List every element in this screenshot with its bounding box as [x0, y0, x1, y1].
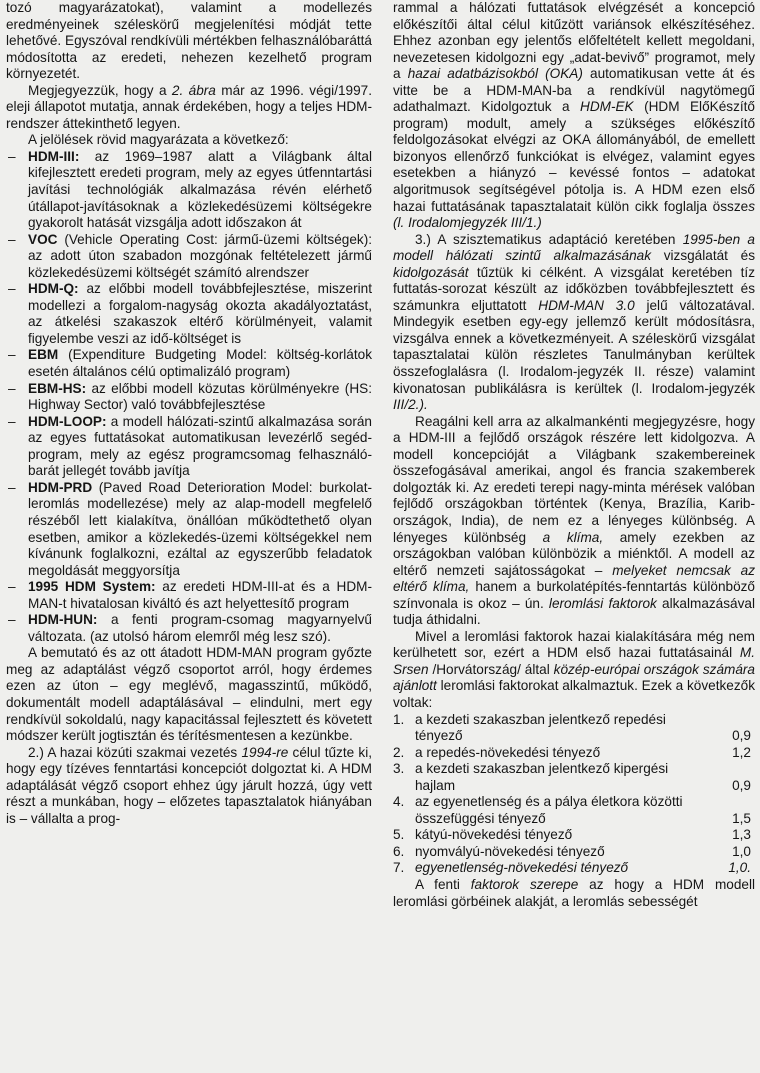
definition-term: EBM-HS:: [28, 380, 87, 396]
factor-item: 3. a kezdeti szakaszban jelentkező kipergési hajlam 0,9: [393, 761, 751, 793]
definition-item: – HDM-Q: az előbbi modell továbbfejlesztése, miszerint modellezi a forgalom-nagyság okozta akadályoztatást, az átkelési szakaszok eltérő körülményeit, valamit figyelembe veszi az idő-költséget is: [6, 281, 372, 347]
definition-item: – HDM-PRD (Paved Road Deterioration Model: burkolat-leromlás modellezése) mely az alap-modell megfelelő részéből lett kialakítva, önállóan működtethető olyan esetben, amikor a közlekedés-üzemi költségekkel nem kívánunk foglalkozni, ezáltal az egyszerűbb feladatok megoldását meggyorsítja: [6, 480, 372, 579]
factor-value: 1,2: [732, 744, 751, 760]
factor-list: [393, 712, 755, 877]
paragraph-section-3: 3.) A szisztematikus adaptáció keretében 1995-ben a modell hálózati szintű alkalmazásának vizsgálatát és kidolgozását tűztük ki célként. A vizsgálat keretében tíz futtatás-sorozat készült az időközben továbbfejlesztett és számunkra eljuttatott HDM-MAN 3.0 jelű változatával. Mindegyik esetben egy-egy jellemző került módosításra, vizsgálva ennek a következményeit. A széleskörű vizsgálat tapasztalatai külön részletes Tanulmányban kerültek összefoglalásra (l. Irodalom-jegyzék II. része) valamint kivonatosan publikálásra is kerültek (l. Irodalom-jegyzék III/2.).: [393, 231, 756, 413]
definition-item: – HDM-III: az 1969–1987 alatt a Világbank által kifejlesztett eredeti program, mely az egyes útfenntartási javítási technológiák alkalmazása révén elérhető útállapot-javításoknak a közlekedésüzemi költségekre gyakorolt hatását vizsgálja adott időszakon át: [6, 149, 372, 232]
left-column: [6, 0, 372, 827]
factor-value: 1,3: [732, 827, 751, 843]
definition-term: HDM-III:: [28, 148, 80, 164]
paragraph-section-2: 2.) A hazai közúti szakmai vezetés 1994-re célul tűzte ki, hogy egy tízéves fenntartási koncepciót dolgoztat ki. A HDM adaptálását végző csoport ehhez úgy járult hozzá, úgy vett részt a munkában, hogy – előzetes tapasztalatok hiányában is – vállalta a prog-: [6, 744, 372, 826]
paragraph-hdm-ek: rammal a hálózati futtatások elvégzését a koncepció előkészítői által célul kitűzött variánsok elkészítéséhez. Ehhez azonban egy jelentős előfeltételt kellett megoldani, nevezetesen kidolgozni egy „adat-bevivő” programot, mely a hazai adatbázisokból (OKA) automatikusan vette át és vitte be a HDM-MAN-ba a rendkívül nagytömegű adathalmazt. Kidolgoztuk a HDM-EK (HDM ElőKészítő program) modult, amely a szükséges előkészítő feldolgozásokat elvégzi az OKA állományából, de emellett bizonyos ellenőrző funkciókat is elvégez, valamint egyes esetekben a hiányzó – kevéssé fontos – adatokat algoritmusok segítségével pótolja is. A HDM ezen első hazai futtatásának tapasztalatait külön cikk foglalja összes (l. Irodalomjegyzék III/1.): [393, 0, 755, 231]
definition-term: EBM: [28, 347, 59, 363]
paragraph-hdm-man: A bemutató és az ott átadott HDM-MAN program győzte meg az adaptálást végző csoportot arról, hogy érdemes ezen az úton – egy meglévő, magasszintű, működő, dokumentált modell adaptálásával – elindulni, mert egy rendkívül sokoldalú, nagy kapacitással fejlesztett és követett módszer került jogtisztán és térítésmentesen a kezünkbe.: [6, 645, 372, 744]
paragraph-figure-note: Megjegyezzük, hogy a 2. ábra már az 1996. végi/1997. eleji állapotot mutatja, annak érdekében, hogy a teljes HDM-rendszer áttekinthető legyen.: [6, 82, 372, 131]
factor-item: 2. a repedés-növekedési tényező 1,2: [393, 744, 751, 760]
factor-value: 1,0.: [728, 860, 751, 876]
factor-value: 1,5: [732, 810, 751, 826]
definition-term: HDM-LOOP:: [28, 413, 107, 429]
factor-item: 6. nyomvályú-növekedési tényező 1,0: [393, 843, 751, 859]
paragraph-legend-intro: A jelölések rövid magyarázata a következő:: [28, 132, 289, 148]
paragraph-intro-continued: tozó magyarázatokat), valamint a modellezés eredményeinek széleskörű megjelenítési módját tette lehetővé. Egyszóval rendkívüli mértékben felhasználóbaráttá módosította az eredeti, nehezen kezelhető program környezetét.: [6, 0, 372, 82]
paragraph-deterioration-factors: Mivel a leromlási faktorok hazai kialakítására még nem kerülhetett sor, ezért a HDM első hazai futtatásainál M. Srsen /Horvátország/ által közép-európai országok számára ajánlott leromlási faktorokat alkalmaztuk. Ezek a következők voltak:: [393, 628, 755, 710]
paragraph-climate: Reagálni kell arra az alkalmankénti megjegyzésre, hogy a HDM-III a fejlődő országok részére lett kidolgozva. A modell koncepcióját a Világbank szakembereinek összefogásával amerikai, angol és francia szakemberek dolgozták ki. Az eredeti terepi nagy-minta mérések valóban fejlődő országokban történtek (Kenya, Brazília, Karib-országok, India), de nem ez a lényeges különbség. A lényeges különbség a klíma, amely ezekben az országokban valóban különbözik a miénktől. A modell az eltérő nemzeti sajátosságokat – melyeket nemcsak az eltérő klíma, hanem a burkolatépítés-fenntartás különböző színvonala is okoz – ún. leromlási faktorok alkalmazásával tudja áthidalni.: [393, 413, 756, 628]
factor-value: 1,0: [732, 843, 751, 859]
paragraph-factor-role: A fenti faktorok szerepe az hogy a HDM modell leromlási görbéinek alakját, a leromlás sebességét: [393, 876, 755, 909]
definition-item: – HDM-HUN: a fenti program-csomag magyarnyelvű változata. (az utolsó három elemről még lesz szó).: [6, 612, 372, 645]
factor-value: 0,9: [732, 777, 751, 793]
definition-item: – HDM-LOOP: a modell hálózati-szintű alkalmazása során az egyes futtatásokat automatikusan levezérlő segéd-program, mely az egész programcsomag felhasználó-barát jellegét tovább javítja: [6, 414, 372, 480]
definition-term: HDM-HUN:: [28, 612, 98, 628]
definition-item: – 1995 HDM System: az eredeti HDM-III-at és a HDM-MAN-t hivatalosan kiváltó és azt helyettesítő program: [6, 579, 372, 612]
factor-item: 4. az egyenetlenség és a pálya életkora közötti összefüggési tényező 1,5: [393, 794, 751, 826]
definition-item: – VOC (Vehicle Operating Cost: jármű-üzemi költségek): az adott úton szabadon mozgónak feltételezett jármű közlekedésüzemi költségét számító alrendszer: [6, 232, 372, 282]
definition-term: VOC: [28, 231, 58, 247]
definition-term: HDM-Q:: [28, 281, 79, 297]
definition-term: 1995 HDM System:: [28, 579, 156, 595]
definition-term: HDM-PRD: [28, 479, 93, 495]
figure-reference: 2. ábra: [171, 82, 216, 98]
definition-item: – EBM (Expenditure Budgeting Model: költség-korlátok esetén általános célú optimalizáló program): [6, 347, 372, 380]
factor-item: 5. kátyú-növekedési tényező 1,3: [393, 827, 751, 843]
definition-item: – EBM-HS: az előbbi modell közutas körülményekre (HS: Highway Sector) való továbbfejlesztése: [6, 381, 372, 414]
factor-item: 7. egyenetlenség-növekedési tényező 1,0.: [393, 860, 751, 876]
factor-value: 0,9: [732, 728, 751, 744]
definition-list: [6, 149, 372, 645]
factor-item: 1. a kezdeti szakaszban jelentkező repedési tényező 0,9: [393, 711, 751, 744]
right-column: [393, 0, 755, 910]
